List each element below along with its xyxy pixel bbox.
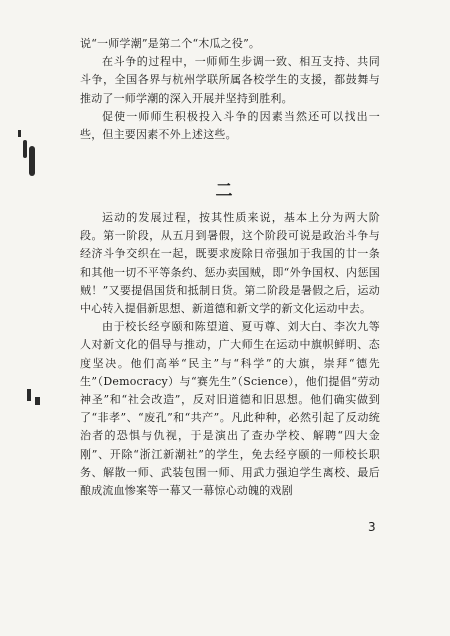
binding-mark [35, 397, 40, 405]
binding-mark [27, 389, 31, 401]
binding-mark [18, 130, 21, 137]
paragraph-continuation: 说“一师学潮”是第二个“木瓜之役”。 [80, 37, 261, 50]
binding-mark [23, 140, 27, 158]
paragraph: 运动的发展过程，按其性质来说，基本上分为两大阶段。第一阶段，从五月到暑假，这个阶段可说是政治斗争与经济斗争交织在一起，既要求废除日帝强加于我国的廿一条和其他一切不平等条约、惩办卖国贼，即“外争国权、内惩国贼！”又要提倡国货和抵制日货。第二阶段是暑假之后，运动中心转入提倡新思想、新道德和新文学的新文化运动中去。 [80, 211, 380, 316]
bottom-text-block [80, 209, 380, 500]
paragraph: 由于校长经亨颐和陈望道、夏丏尊、刘大白、李次九等人对新文化的倡导与推动，广大师生在运动中旗帜鲜明、态度坚决。他们高举“民主”与“科学”的大旗，崇拜“德先生”（Democracy）与“赛先生”（Science），他们提倡“劳动神圣”和“社会改造”，反对旧道德和旧思想。他们确实做到了“非孝”、“废孔”和“共产”。凡此种种，必然引起了反动统治者的恐惧与仇视，于是演出了查办学校、解聘“四大金刚”、开除“浙江新潮社”的学生，免去经亨颐的一师校长职务、解散一师、武装包围一师、用武力强迫学生离校、最后酿成流血惨案等一幕又一幕惊心动魄的戏剧 [80, 320, 380, 498]
top-text-block [80, 35, 380, 144]
paragraph: 在斗争的过程中，一师师生步调一致、相互支持、共同斗争，全国各界与杭州学联所属各校学生的支援，都鼓舞与推动了一师学潮的深入开展并坚持到胜利。 [80, 55, 380, 105]
section-heading: 二 [215, 181, 235, 201]
binding-mark [29, 146, 35, 176]
page-number: 3 [368, 520, 376, 534]
paragraph: 促使一师师生积极投入斗争的因素当然还可以找出一些，但主要因素不外上述这些。 [80, 109, 380, 142]
